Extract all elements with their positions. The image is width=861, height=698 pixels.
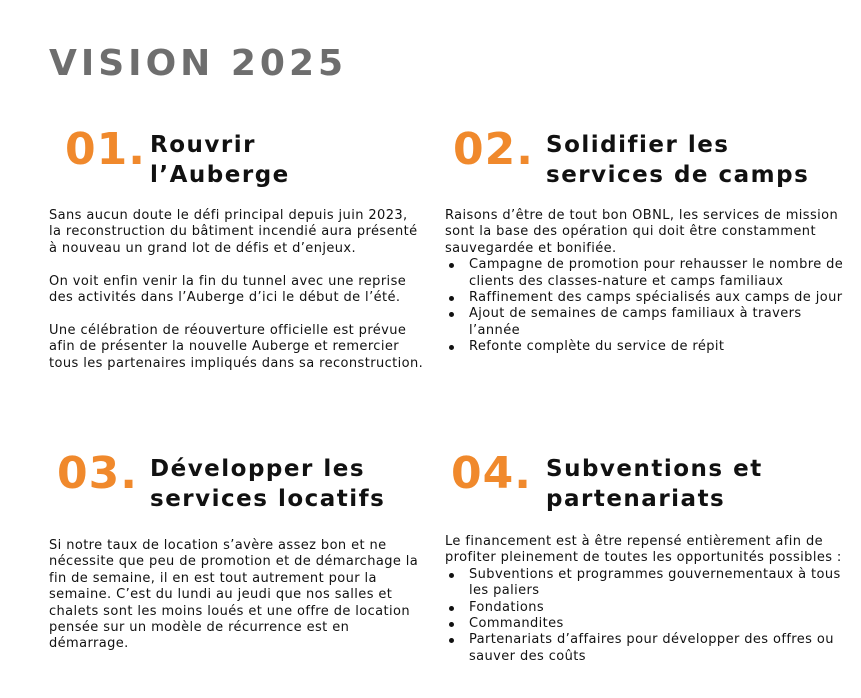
section-body: [445, 208, 845, 356]
list-item: [469, 600, 845, 616]
list-item-text: Subventions et programmes gouvernementaux à tous les paliers: [469, 566, 841, 599]
list-item-text: Raffinement des camps spécialisés aux camps de jour: [469, 290, 843, 306]
list-item: [469, 616, 845, 632]
section-body: [49, 208, 424, 372]
section-heading: [150, 454, 430, 514]
section-number: 04.: [451, 448, 532, 499]
bullet-list: [445, 567, 845, 665]
section-header: [445, 124, 845, 204]
section-body: [445, 534, 845, 665]
section-paragraph: Sans aucun doute le défi principal depuis juin 2023, la reconstruction du bâtiment incendié aura présenté à nouveau un grand lot de défis et d’enjeux.: [49, 208, 418, 256]
section-body: [49, 538, 424, 653]
section-heading-line1: Solidifier les: [546, 132, 730, 158]
list-item: [469, 257, 845, 290]
section-number: 01.: [65, 124, 146, 175]
bullet-list: [445, 257, 845, 355]
bullet-icon: [449, 263, 454, 268]
section-header: [49, 448, 429, 528]
section-header: [49, 124, 429, 204]
list-item-text: Partenariats d’affaires pour développer des offres ou sauver des coûts: [469, 632, 834, 664]
bullet-icon: [449, 296, 454, 301]
list-item-text: Commandites: [469, 616, 564, 632]
bullet-icon: [449, 345, 454, 350]
section-paragraph: Si notre taux de location s’avère assez bon et ne nécessite que peu de promotion et de démarchage la fin de semaine, il en est tout autrement pour la semaine. C’est du lundi au jeudi que nos salles et chalets sont les moins loués et une offre de location pensée sur un modèle de récurrence est en démarrage.: [49, 538, 419, 652]
bullet-icon: [449, 573, 454, 578]
section-heading-line2: l’Auberge: [150, 162, 290, 188]
list-item-text: Campagne de promotion pour rehausser le nombre de clients des classes-nature et camps familiaux: [469, 257, 844, 289]
section-heading: [546, 454, 846, 514]
page-title: VISION 2025: [49, 43, 348, 84]
section-number: 02.: [453, 124, 534, 175]
list-item: [469, 339, 845, 355]
bullet-icon: [449, 606, 454, 611]
list-item: [469, 632, 845, 665]
section-number: 03.: [57, 448, 138, 499]
bullet-icon: [449, 622, 454, 627]
section-paragraph: Une célébration de réouverture officielle est prévue afin de présenter la nouvelle Auberge et remercier tous les partenaires impliqués dans sa reconstruction.: [49, 322, 424, 371]
section-heading-line1: Développer les: [150, 456, 366, 482]
section-header: [445, 448, 845, 528]
section-heading-line2: services locatifs: [150, 486, 386, 512]
list-item-text: Refonte complète du service de répit: [469, 339, 725, 355]
bullet-icon: [449, 312, 454, 317]
section-rouvrir-auberge: [49, 124, 429, 371]
list-item: [469, 306, 845, 339]
section-heading-line1: Rouvrir: [150, 132, 256, 158]
section-heading-line2: partenariats: [546, 486, 726, 512]
section-solidifier-camps: [445, 124, 845, 355]
section-heading: [150, 130, 410, 190]
section-intro: Le financement est à être repensé entièrement afin de profiter pleinement de toutes les opportunités possibles :: [445, 534, 842, 566]
section-developper-locatifs: [49, 448, 429, 652]
section-intro: Raisons d’être de tout bon OBNL, les services de mission sont la base des opération qui doit être constamment sauvegardée et bonifiée.: [445, 208, 839, 256]
section-heading-line1: Subventions et: [546, 456, 763, 482]
section-heading-line2: services de camps: [546, 162, 810, 188]
list-item: [469, 290, 845, 306]
list-item: [469, 567, 845, 600]
list-item-text: Ajout de semaines de camps familiaux à travers l’année: [469, 306, 802, 338]
bullet-icon: [449, 638, 454, 643]
section-heading: [546, 130, 846, 190]
list-item-text: Fondations: [469, 599, 545, 615]
section-paragraph: On voit enfin venir la fin du tunnel avec une reprise des activités dans l’Auberge d’ici le début de l’été.: [49, 273, 407, 306]
section-subventions-partenariats: [445, 448, 845, 664]
